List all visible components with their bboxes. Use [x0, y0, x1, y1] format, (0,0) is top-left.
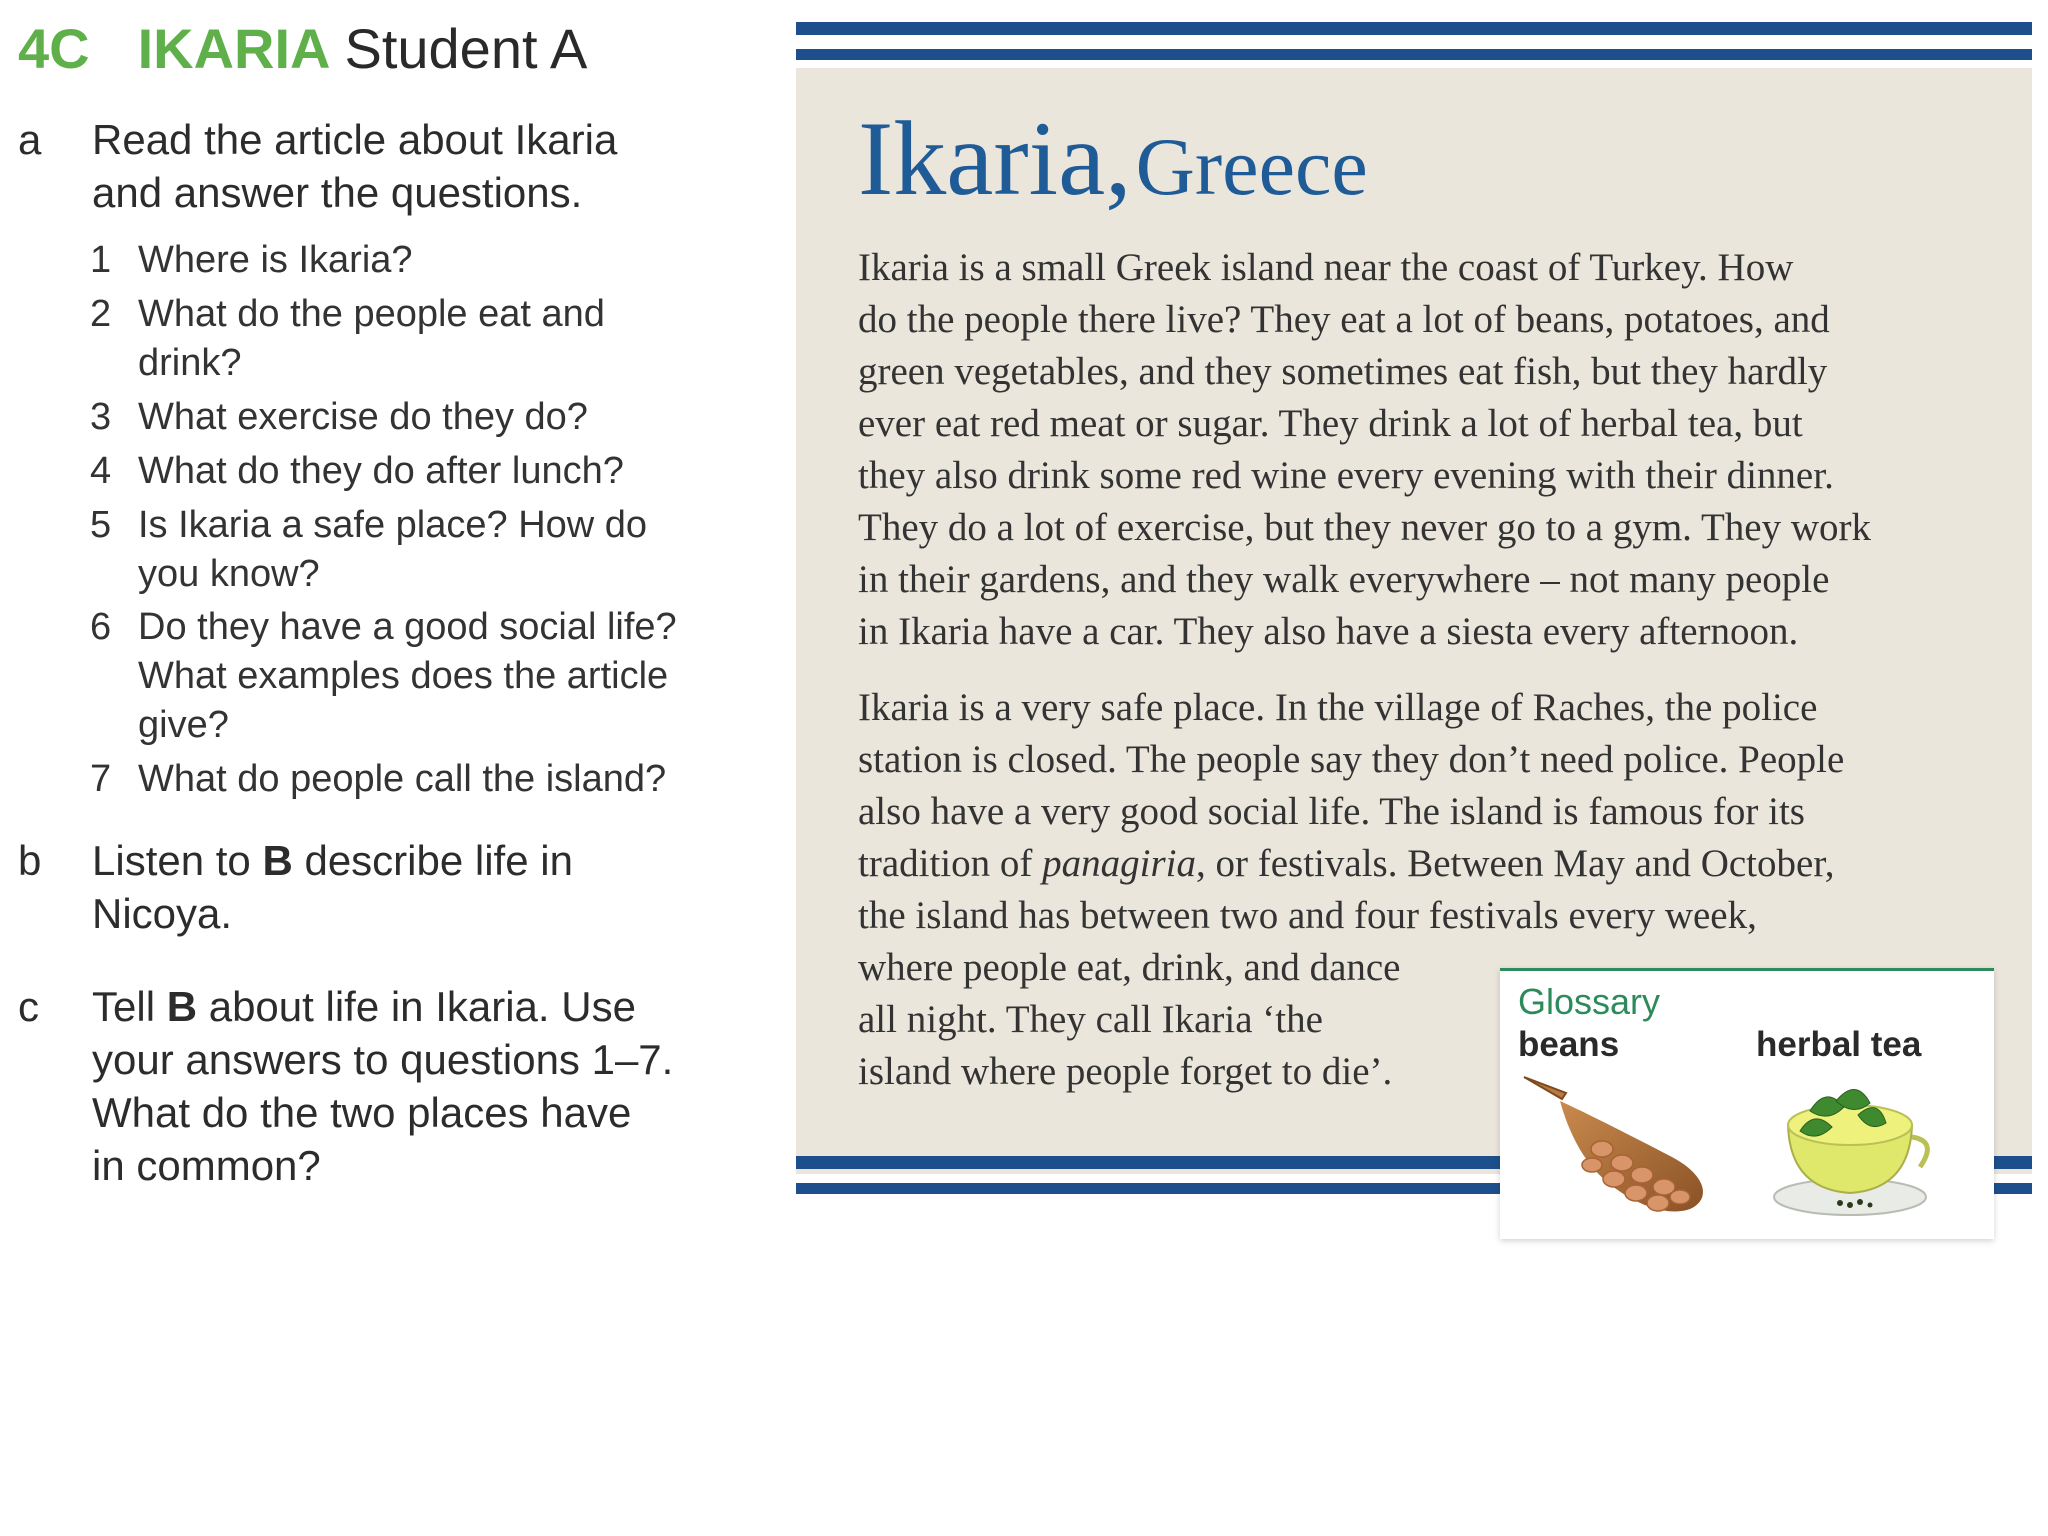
task-b-line: Nicoya.	[92, 890, 233, 937]
task-b-bold: B	[262, 837, 293, 884]
top-stripe	[796, 49, 2032, 60]
unit-subtitle: Student A	[344, 17, 588, 80]
question-2	[90, 290, 605, 388]
question-5	[90, 501, 647, 599]
task-letter: b	[18, 837, 42, 884]
paragraph-text: tradition of	[858, 842, 1043, 885]
question-7	[90, 755, 666, 804]
task-c-line: What do the two places have	[92, 1089, 632, 1136]
question-number: 5	[90, 504, 112, 546]
question-text-cont: you know?	[138, 553, 320, 595]
question-number: 6	[90, 606, 112, 648]
article-title-sub: Greece	[1135, 121, 1368, 212]
paragraph-line: station is closed. The people say they don’t need police. People	[858, 738, 1845, 781]
task-c	[18, 980, 732, 1192]
question-text: Is Ikaria a safe place? How do	[138, 504, 648, 546]
unit-header	[18, 14, 587, 84]
unit-name: IKARIA	[137, 17, 331, 80]
paragraph-line: Ikaria is a very safe place. In the village of Raches, the police	[858, 686, 1818, 729]
task-b-text: Listen to	[92, 837, 263, 884]
glossary-box	[1500, 968, 1994, 1239]
task-a	[18, 113, 732, 219]
task-b-text: describe life in	[292, 837, 573, 884]
paragraph-line: also have a very good social life. The island is famous for its	[858, 790, 1805, 833]
question-text: Do they have a good social life?	[138, 606, 677, 648]
question-number: 1	[90, 239, 112, 281]
glossary-title: Glossary	[1518, 981, 1661, 1022]
unit-code: 4C	[18, 17, 90, 80]
task-c-text: Tell	[92, 983, 167, 1030]
paragraph-line: in their gardens, and they walk everywhere – not many people	[858, 558, 1830, 601]
paragraph-line	[858, 838, 1968, 890]
paragraph-line: island where people forget to die’.	[858, 1050, 1393, 1093]
paragraph-line: in Ikaria have a car. They also have a siesta every afternoon.	[858, 610, 1799, 653]
article-paragraph-1	[858, 242, 1968, 658]
article-title	[858, 98, 1368, 220]
question-text: What do people call the island?	[138, 758, 667, 800]
paragraph-text: , or festivals. Between May and October,	[1196, 842, 1835, 885]
question-4	[90, 447, 624, 496]
task-c-bold: B	[166, 983, 198, 1030]
paragraph-line: where people eat, drink, and dance	[858, 946, 1401, 989]
task-a-line: Read the article about Ikaria	[92, 116, 618, 163]
paragraph-line: they also drink some red wine every evening with their dinner.	[858, 454, 1834, 497]
paragraph-line: all night. They call Ikaria ‘the	[858, 998, 1323, 1041]
task-letter: a	[18, 116, 42, 163]
paragraph-italic: panagiria	[1042, 842, 1196, 885]
beans-image	[1522, 1071, 1722, 1221]
paragraph-line: green vegetables, and they sometimes eat fish, but they hardly	[858, 350, 1828, 393]
question-6	[90, 603, 677, 750]
question-text-cont: drink?	[138, 342, 242, 384]
question-text: What do they do after lunch?	[138, 450, 624, 492]
paragraph-line: They do a lot of exercise, but they never go to a gym. They work	[858, 506, 1871, 549]
question-text: What do the people eat and	[138, 293, 605, 335]
glossary-word-herbal-tea: herbal tea	[1756, 1025, 1922, 1064]
paragraph-line: the island has between two and four festivals every week,	[858, 894, 1757, 937]
question-text-cont: What examples does the article	[138, 655, 669, 697]
top-stripe	[796, 22, 2032, 35]
question-number: 4	[90, 450, 112, 492]
glossary-word-beans: beans	[1518, 1025, 1620, 1064]
task-c-line: your answers to questions 1–7.	[92, 1036, 674, 1083]
question-1	[90, 236, 413, 285]
task-c-text: about life in Ikaria. Use	[197, 983, 636, 1030]
herbal-tea-image	[1770, 1071, 1940, 1221]
task-a-line: and answer the questions.	[92, 169, 583, 216]
task-c-line: in common?	[92, 1142, 321, 1189]
question-text: What exercise do they do?	[138, 396, 588, 438]
question-text: Where is Ikaria?	[138, 239, 413, 281]
article-title-main: Ikaria,	[858, 100, 1132, 217]
question-number: 3	[90, 396, 112, 438]
paragraph-line: ever eat red meat or sugar. They drink a lot of herbal tea, but	[858, 402, 1803, 445]
task-b	[18, 834, 732, 940]
question-number: 7	[90, 758, 112, 800]
question-text-cont: give?	[138, 704, 229, 746]
paragraph-line: Ikaria is a small Greek island near the coast of Turkey. How	[858, 246, 1794, 289]
question-3	[90, 393, 588, 442]
task-letter: c	[18, 983, 39, 1030]
paragraph-line: do the people there live? They eat a lot of beans, potatoes, and	[858, 298, 1830, 341]
question-number: 2	[90, 293, 112, 335]
